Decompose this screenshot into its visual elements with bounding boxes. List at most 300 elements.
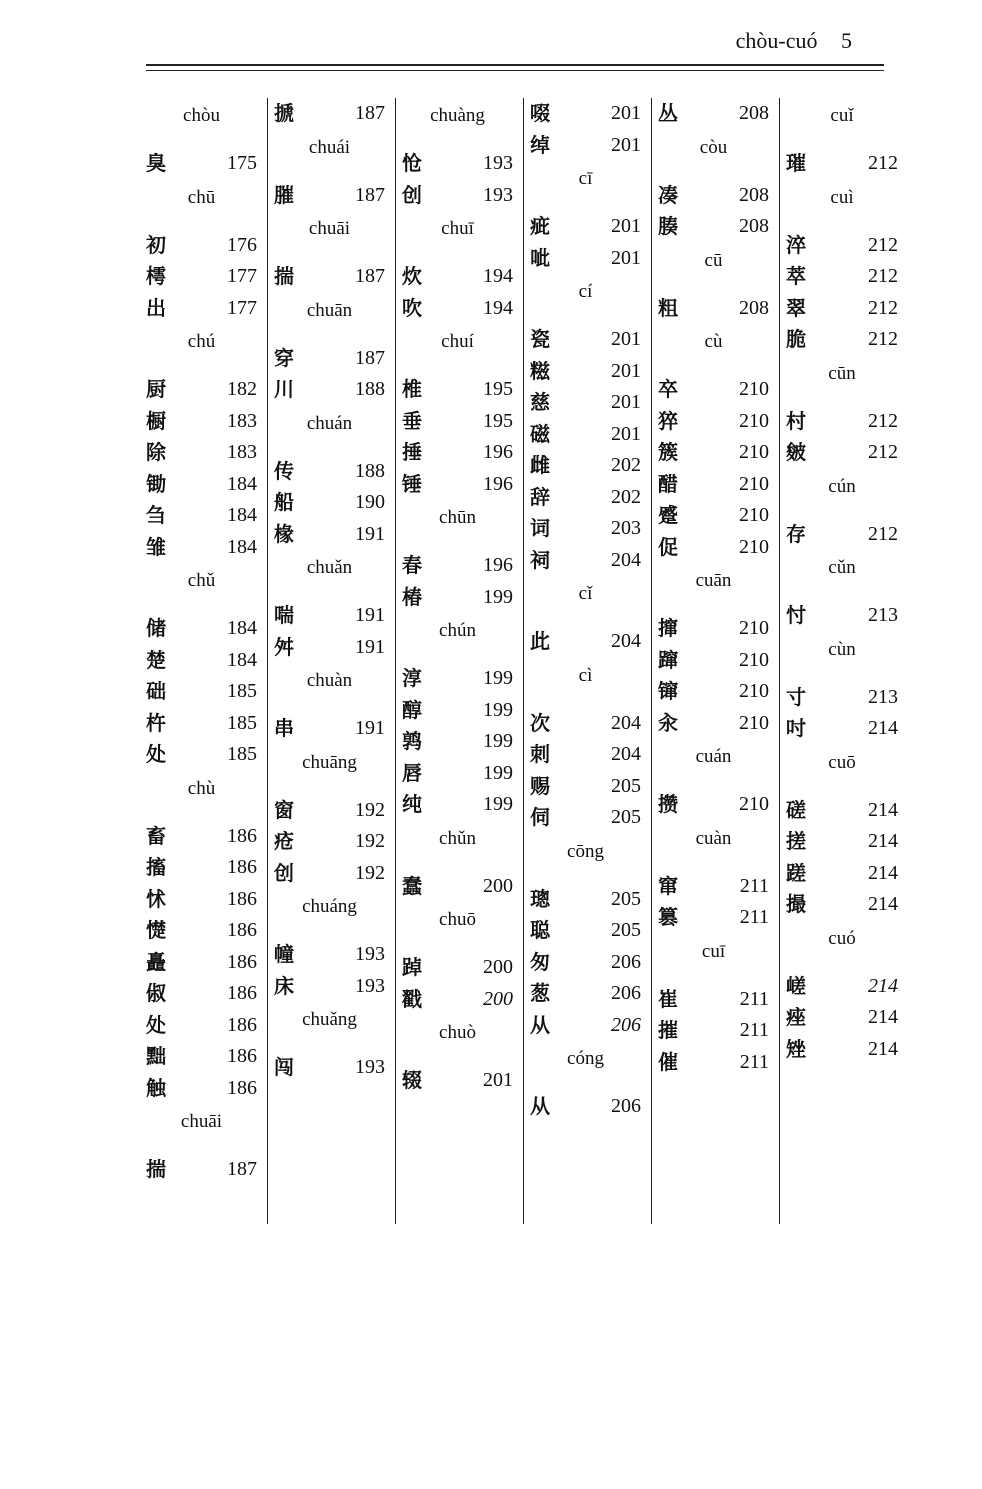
index-column — [524, 98, 652, 1224]
index-entry — [782, 1002, 902, 1034]
pinyin-heading: chuái — [308, 136, 351, 158]
entry-character: 创 — [402, 182, 422, 207]
entry-page-number: 206 — [611, 1013, 641, 1036]
entry-character: 粗 — [658, 295, 678, 320]
entry-page-number: 184 — [227, 648, 257, 671]
entry-page-number: 212 — [868, 409, 898, 432]
index-entry — [654, 469, 773, 501]
entry-character: 呲 — [530, 245, 550, 270]
index-entry — [526, 324, 645, 356]
entry-character: 怆 — [402, 151, 422, 175]
entry-page-number: 201 — [483, 1069, 513, 1091]
entry-character: 椿 — [402, 584, 422, 609]
index-entry — [142, 261, 261, 293]
entry-page-number: 214 — [868, 893, 898, 915]
index-entry — [142, 821, 261, 853]
entry-page-number: 187 — [355, 265, 385, 287]
header-rule-thick — [146, 64, 884, 66]
index-entry — [142, 708, 261, 740]
entry-character: 揣 — [146, 1157, 166, 1181]
entry-page-number: 191 — [355, 717, 385, 739]
pinyin-heading: cuì — [830, 186, 854, 208]
entry-page-number: 205 — [611, 774, 641, 797]
index-entry — [654, 1015, 773, 1047]
index-entry — [142, 469, 261, 501]
entry-character: 次 — [530, 710, 550, 735]
entry-character: 穿 — [274, 345, 294, 370]
index-entry — [526, 419, 645, 451]
entry-character: 厨 — [146, 377, 166, 401]
index-entry — [142, 884, 261, 916]
index-entry — [398, 261, 517, 293]
entry-character: 出 — [146, 295, 166, 320]
index-entry — [782, 795, 902, 827]
entry-page-number: 184 — [227, 504, 257, 526]
index-entry — [654, 98, 773, 130]
entry-page-number: 201 — [611, 422, 641, 445]
index-entry — [526, 482, 645, 514]
entry-page-number: 212 — [868, 152, 898, 174]
index-entry — [142, 1041, 261, 1073]
index-entry — [270, 600, 389, 632]
entry-character: 蹉 — [786, 860, 806, 885]
index-entry — [270, 374, 389, 406]
entry-page-number: 187 — [355, 346, 385, 369]
entry-character: 憷 — [146, 918, 166, 942]
pinyin-heading: chuáng — [302, 896, 357, 917]
pinyin-heading: chuǎn — [306, 557, 353, 578]
entry-page-number: 191 — [355, 635, 385, 658]
index-entry — [270, 795, 389, 827]
pinyin-heading: chūn — [439, 507, 476, 528]
entry-character: 俶 — [146, 981, 166, 1005]
pinyin-heading: chuāi — [308, 218, 351, 239]
pinyin-heading: cí — [578, 281, 593, 302]
entry-page-number: 185 — [227, 711, 257, 734]
index-entry — [270, 713, 389, 745]
entry-page-number: 192 — [355, 798, 385, 821]
entry-page-number: 204 — [611, 711, 641, 734]
index-entry — [526, 356, 645, 388]
entry-character: 醋 — [658, 471, 678, 496]
index-entry — [398, 293, 517, 325]
pinyin-heading: chuò — [439, 1022, 476, 1043]
entry-page-number: 206 — [611, 1095, 641, 1117]
entry-page-number: 208 — [739, 296, 769, 319]
index-entry — [526, 211, 645, 243]
entry-character: 川 — [274, 377, 294, 401]
entry-page-number: 199 — [483, 730, 513, 752]
entry-page-number: 196 — [483, 472, 513, 495]
entry-character: 雏 — [146, 534, 166, 559]
entry-page-number: 212 — [868, 233, 898, 256]
index-entry — [398, 550, 517, 582]
pinyin-heading: cún — [828, 475, 856, 497]
index-entry — [526, 1091, 645, 1123]
index-entry — [270, 971, 389, 1003]
entry-page-number: 201 — [611, 246, 641, 269]
index-entry — [782, 682, 902, 714]
entry-character: 寸 — [786, 684, 806, 709]
entry-character: 储 — [146, 616, 166, 640]
entry-character: 窜 — [658, 873, 678, 898]
entry-page-number: 212 — [868, 522, 898, 545]
index-entry — [782, 261, 902, 293]
index-entry — [142, 739, 261, 771]
entry-page-number: 193 — [483, 152, 513, 174]
entry-character: 啜 — [530, 101, 550, 125]
entry-page-number: 205 — [611, 806, 641, 828]
entry-page-number: 203 — [611, 517, 641, 539]
entry-character: 搐 — [146, 855, 166, 879]
pinyin-heading: chǔn — [439, 827, 476, 849]
index-entry — [654, 437, 773, 469]
entry-character: 催 — [658, 1049, 678, 1074]
entry-page-number: 186 — [227, 950, 257, 973]
index-entry — [782, 826, 902, 858]
index-entry — [142, 500, 261, 532]
index-entry — [782, 406, 902, 438]
entry-page-number: 210 — [739, 711, 769, 734]
entry-page-number: 214 — [868, 717, 898, 739]
entry-page-number: 186 — [227, 919, 257, 941]
entry-page-number: 184 — [227, 472, 257, 495]
index-entry — [270, 826, 389, 858]
entry-page-number: 185 — [227, 680, 257, 702]
entry-character: 匆 — [530, 949, 550, 974]
entry-page-number: 214 — [868, 830, 898, 852]
index-entry — [782, 519, 902, 551]
pinyin-heading: chú — [187, 331, 216, 352]
pinyin-heading: còu — [699, 136, 728, 158]
entry-character: 雌 — [530, 453, 550, 477]
entry-page-number: 202 — [611, 454, 641, 476]
entry-character: 初 — [146, 232, 166, 257]
entry-page-number: 187 — [227, 1158, 257, 1180]
entry-character: 闯 — [274, 1055, 294, 1079]
pinyin-heading: chuāng — [302, 751, 357, 773]
index-entry — [270, 939, 389, 971]
entry-character: 搓 — [786, 829, 806, 853]
entry-character: 皴 — [786, 440, 806, 464]
index-entry — [398, 148, 517, 180]
entry-page-number: 186 — [227, 1013, 257, 1036]
entry-character: 从 — [530, 1012, 550, 1037]
index-entry — [526, 978, 645, 1010]
entry-page-number: 210 — [739, 617, 769, 639]
entry-page-number: 210 — [739, 680, 769, 702]
entry-page-number: 210 — [739, 504, 769, 526]
entry-character: 凑 — [658, 182, 678, 207]
entry-page-number: 210 — [739, 378, 769, 400]
index-entry — [526, 708, 645, 740]
index-entry — [142, 1010, 261, 1042]
index-entry — [398, 469, 517, 501]
entry-page-number: 190 — [355, 491, 385, 513]
index-entry — [782, 324, 902, 356]
entry-character: 杵 — [146, 710, 166, 735]
entry-character: 慈 — [530, 390, 550, 414]
index-entry — [654, 406, 773, 438]
index-entry — [142, 406, 261, 438]
index-entry — [526, 915, 645, 947]
entry-page-number: 182 — [227, 378, 257, 400]
entry-character: 猝 — [658, 408, 678, 433]
pinyin-heading: cuàn — [695, 827, 732, 849]
entry-page-number: 188 — [355, 378, 385, 400]
entry-character: 脆 — [786, 327, 806, 351]
entry-page-number: 201 — [611, 391, 641, 413]
pinyin-heading: cūn — [828, 362, 856, 384]
entry-character: 垂 — [402, 408, 422, 433]
index-entry — [398, 984, 517, 1016]
entry-page-number: 201 — [611, 102, 641, 124]
entry-page-number: 208 — [739, 215, 769, 237]
pinyin-heading: chǔ — [187, 570, 216, 591]
entry-page-number: 210 — [739, 535, 769, 558]
entry-character: 蹙 — [658, 503, 678, 527]
entry-page-number: 208 — [739, 102, 769, 124]
entry-character: 黜 — [146, 1044, 166, 1068]
index-entry — [270, 519, 389, 551]
entry-page-number: 193 — [355, 943, 385, 965]
entry-character: 畜 — [146, 823, 166, 848]
entry-character: 村 — [786, 408, 806, 433]
index-entry — [526, 626, 645, 658]
entry-page-number: 194 — [483, 265, 513, 287]
entry-character: 淳 — [402, 666, 422, 690]
entry-character: 刺 — [530, 742, 550, 766]
entry-page-number: 184 — [227, 617, 257, 639]
entry-page-number: 214 — [868, 861, 898, 884]
entry-page-number: 200 — [483, 874, 513, 897]
index-entry — [526, 802, 645, 834]
entry-page-number: 187 — [355, 102, 385, 124]
index-entry — [654, 676, 773, 708]
entry-character: 淬 — [786, 232, 806, 257]
entry-page-number: 176 — [227, 233, 257, 256]
entry-character: 聪 — [530, 918, 550, 942]
entry-character: 揣 — [274, 264, 294, 288]
entry-character: 绰 — [530, 132, 550, 157]
index-entry — [270, 632, 389, 664]
index-entry — [142, 148, 261, 180]
entry-page-number: 206 — [611, 950, 641, 973]
entry-character: 词 — [530, 516, 550, 540]
entry-character: 蹿 — [658, 647, 678, 672]
entry-page-number: 201 — [611, 215, 641, 237]
entry-page-number: 212 — [868, 265, 898, 287]
index-entry — [270, 487, 389, 519]
entry-character: 踔 — [402, 955, 422, 979]
entry-character: 嵯 — [786, 973, 806, 998]
header-rule-thin — [146, 70, 884, 71]
entry-character: 促 — [658, 534, 678, 559]
entry-character: 础 — [146, 679, 166, 703]
entry-page-number: 211 — [739, 987, 769, 1010]
index-entry — [270, 456, 389, 488]
index-entry — [398, 663, 517, 695]
entry-page-number: 214 — [868, 798, 898, 821]
entry-page-number: 186 — [227, 824, 257, 847]
index-entry — [142, 374, 261, 406]
entry-character: 璀 — [786, 151, 806, 175]
pinyin-heading: cǔn — [828, 557, 856, 578]
entry-character: 船 — [274, 490, 294, 514]
entry-page-number: 210 — [739, 793, 769, 815]
entry-character: 喘 — [274, 603, 294, 627]
index-entry — [526, 1010, 645, 1042]
entry-character: 撮 — [786, 892, 806, 916]
entry-page-number: 184 — [227, 535, 257, 558]
entry-page-number: 204 — [611, 548, 641, 571]
pinyin-heading: cuán — [695, 746, 732, 767]
entry-page-number: 212 — [868, 328, 898, 350]
entry-page-number: 205 — [611, 887, 641, 910]
entry-character: 磋 — [786, 797, 806, 822]
pinyin-heading: cū — [704, 249, 723, 271]
page-header — [736, 28, 852, 54]
pinyin-heading: cōng — [567, 840, 604, 862]
index-entry — [526, 739, 645, 771]
entry-page-number: 212 — [868, 441, 898, 463]
pinyin-heading: chòu — [183, 105, 220, 126]
pinyin-heading: chuán — [306, 412, 353, 434]
index-entry — [526, 130, 645, 162]
entry-character: 簇 — [658, 440, 678, 464]
entry-page-number: 183 — [227, 409, 257, 432]
index-entry — [654, 180, 773, 212]
entry-page-number: 201 — [611, 133, 641, 156]
index-column — [652, 98, 780, 1224]
index-entry — [654, 871, 773, 903]
index-entry — [654, 613, 773, 645]
pinyin-heading: cǐ — [578, 583, 593, 604]
entry-character: 鹑 — [402, 729, 422, 753]
index-entry — [782, 293, 902, 325]
entry-page-number: 177 — [227, 265, 257, 287]
index-entry — [142, 947, 261, 979]
index-entry — [142, 676, 261, 708]
index-entry — [142, 532, 261, 564]
index-entry — [398, 726, 517, 758]
entry-page-number: 211 — [739, 906, 769, 928]
entry-character: 触 — [146, 1075, 166, 1100]
entry-character: 吋 — [786, 716, 806, 740]
entry-page-number: 199 — [483, 761, 513, 784]
pinyin-heading: chuāi — [180, 1111, 223, 1132]
entry-character: 从 — [530, 1094, 550, 1118]
entry-character: 纯 — [402, 792, 422, 816]
index-entry — [270, 261, 389, 293]
index-entry — [270, 1052, 389, 1084]
entry-page-number: 192 — [355, 830, 385, 852]
index-entry — [782, 889, 902, 921]
entry-page-number: 211 — [739, 1050, 769, 1073]
index-column — [140, 98, 268, 1224]
entry-character: 樗 — [146, 264, 166, 288]
entry-page-number: 202 — [611, 485, 641, 508]
entry-character: 除 — [146, 440, 166, 464]
index-entry — [526, 545, 645, 577]
index-entry — [526, 387, 645, 419]
entry-character: 腠 — [658, 214, 678, 238]
pinyin-heading: cuī — [701, 940, 726, 962]
entry-page-number: 191 — [355, 522, 385, 545]
index-entry — [270, 858, 389, 890]
index-entry — [398, 1065, 517, 1097]
entry-page-number: 204 — [611, 630, 641, 652]
entry-page-number: 214 — [868, 974, 898, 997]
entry-character: 膗 — [274, 182, 294, 207]
entry-character: 处 — [146, 1012, 166, 1037]
index-entry — [398, 695, 517, 727]
entry-page-number: 195 — [483, 409, 513, 432]
entry-page-number: 175 — [227, 152, 257, 174]
entry-page-number: 186 — [227, 887, 257, 910]
index-entry — [398, 437, 517, 469]
pinyin-heading: cù — [704, 331, 723, 352]
entry-page-number: 206 — [611, 982, 641, 1004]
entry-character: 璁 — [530, 886, 550, 911]
entry-page-number: 195 — [483, 378, 513, 400]
entry-character: 卒 — [658, 377, 678, 401]
pinyin-heading: cuō — [828, 751, 856, 773]
entry-page-number: 183 — [227, 441, 257, 463]
entry-character: 磁 — [530, 421, 550, 446]
index-entry — [782, 148, 902, 180]
entry-character: 祠 — [530, 547, 550, 572]
index-entry — [654, 1047, 773, 1079]
index-entry — [398, 952, 517, 984]
entry-page-number: 210 — [739, 441, 769, 463]
entry-character: 吹 — [402, 295, 422, 320]
index-entry — [142, 1154, 261, 1186]
entry-page-number: 193 — [355, 974, 385, 997]
pinyin-heading: chuō — [439, 909, 476, 930]
entry-page-number: 186 — [227, 1076, 257, 1099]
entry-page-number: 213 — [868, 604, 898, 626]
entry-page-number: 210 — [739, 409, 769, 432]
entry-character: 戳 — [402, 986, 422, 1011]
index-columns — [140, 98, 908, 1224]
pinyin-heading: chuí — [441, 331, 474, 352]
index-entry — [142, 437, 261, 469]
entry-page-number: 199 — [483, 793, 513, 815]
pinyin-heading: cóng — [567, 1048, 604, 1069]
entry-character: 镩 — [658, 679, 678, 703]
entry-character: 怵 — [146, 886, 166, 911]
entry-character: 萃 — [786, 264, 806, 288]
pinyin-heading: chuàng — [430, 105, 485, 126]
entry-character: 汆 — [658, 710, 678, 735]
index-entry — [398, 871, 517, 903]
entry-page-number: 211 — [739, 874, 769, 897]
index-entry — [526, 513, 645, 545]
index-entry — [782, 858, 902, 890]
entry-character: 疵 — [530, 214, 550, 238]
entry-character: 床 — [274, 973, 294, 998]
entry-page-number: 201 — [611, 328, 641, 350]
entry-page-number: 205 — [611, 919, 641, 941]
entry-page-number: 210 — [739, 472, 769, 495]
entry-page-number: 193 — [483, 183, 513, 206]
entry-page-number: 196 — [483, 441, 513, 463]
entry-character: 攒 — [658, 792, 678, 816]
entry-character: 翠 — [786, 295, 806, 320]
pinyin-heading: chún — [439, 620, 476, 641]
entry-page-number: 196 — [483, 554, 513, 576]
